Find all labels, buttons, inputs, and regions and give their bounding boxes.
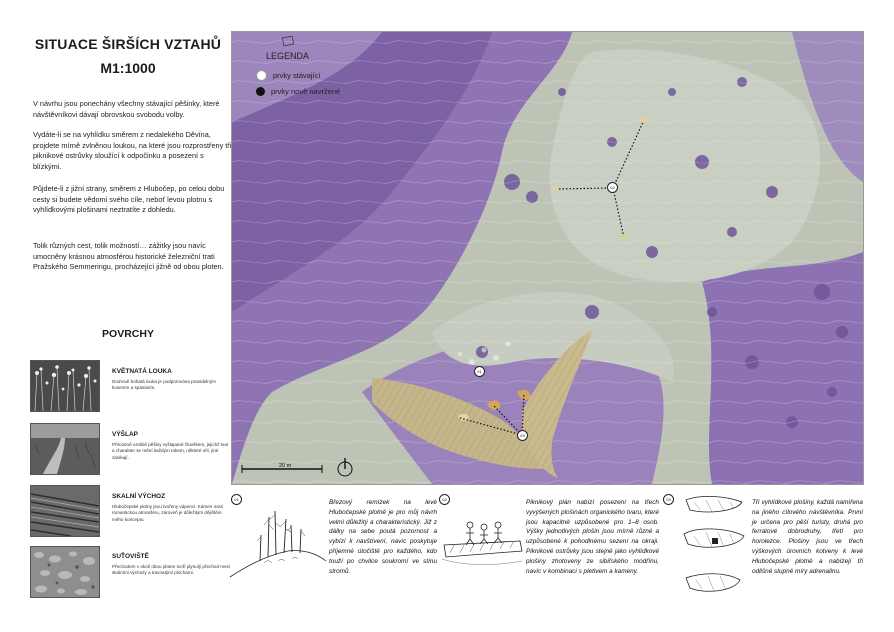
surface-title-path: VÝŠLAP	[112, 431, 139, 438]
caption-03: Tři vyhlídkové plošiny, každá namířena na jiného cílového návštěvníka. První je určena pro pěší turisty, druhá pro ferratové dobrodruhy, třetí pro horolezce. Plošiny jsou ve třech výškových úrovních kotveny k levé Hlubočepské plotně a nabízejí tři odlišné stupně míry adrenalinu.	[752, 499, 863, 575]
site-map	[231, 31, 864, 485]
birch-grove-sketch	[228, 505, 328, 590]
rock-thumbnail	[30, 485, 100, 537]
map-node-03: 03	[517, 430, 528, 441]
map-node-01: 01	[474, 366, 485, 377]
legend-existing-label: prvky stávající	[273, 71, 321, 80]
surface-title-scree: SUŤOVIŠTĚ	[112, 553, 149, 560]
caption-number-03: 03	[663, 494, 674, 505]
caption-number-02: 02	[439, 494, 450, 505]
surface-title-rock: SKALNÍ VÝCHOZ	[112, 493, 166, 500]
map-node-02: 02	[607, 182, 618, 193]
legend-proposed-label: prvky nově navržené	[271, 87, 341, 96]
intro-paragraph-1: V návrhu jsou ponechány všechny stávající pěšinky, které návštěvníkovi dávají obrovskou svobodu volby.	[33, 99, 220, 119]
surface-desc-scree: Přechodem v okolí obou ploten tvoří plynulý přechod mezi skalními výchozy a travnatými plochami.	[112, 564, 230, 576]
white-dot-icon	[256, 70, 267, 81]
black-dot-icon	[256, 87, 265, 96]
scale-bar-label: 20 m	[279, 463, 292, 469]
path-thumbnail	[30, 423, 100, 475]
page-scale: M1:1000	[100, 60, 156, 76]
page-title: SITUACE ŠIRŠÍCH VZTAHŮ	[34, 36, 222, 52]
meadow-thumbnail	[30, 360, 100, 412]
legend-proposed	[256, 87, 340, 96]
surface-title-meadow: KVĚTNATÁ LOUKA	[112, 368, 172, 375]
picnic-platform-sketch	[440, 505, 524, 580]
legend-existing	[256, 70, 321, 81]
caption-01: Březový remízek na levé Hlubočepské plotně je pro můj návrh velmi důležitý a charakteristický. Již z dálky na sebe poutá pozornost a vybízí k navštívení, navíc poskytuje příjemné útočiště pro každého, kdo touží po chvilce soukromí ve stínu stromů.	[329, 499, 437, 575]
surfaces-heading: POVRCHY	[102, 328, 154, 340]
intro-paragraph-3: Půjdete-li z jižní strany, směrem z Hlubočep, po celou dobu cesty si budete vědomi svého cíle, neboť levou plotnu s vyhlídkovými plošinami neztratíte z dohledu.	[33, 184, 225, 215]
legend-title: LEGENDA	[266, 51, 310, 61]
scree-thumbnail	[30, 546, 100, 598]
surface-desc-rock: Hlubočepské plotny jsou tvořeny vápenci. Kámen mezi romantickou atmosféru, zároveň je důležitým dějištěm mého konceptu.	[112, 504, 224, 522]
surface-desc-path: Přirozeně vzniklé pěšiny vyšlapané člověkem, jejichž tvar a charakter se mění každým rokem, některé sílí, jiné zanikají.	[112, 442, 229, 460]
surface-desc-meadow: Druhově bohatá louka je podporována pravidelným kosením a spásáním.	[112, 379, 216, 391]
intro-paragraph-4: Tolik různých cest, tolik možností… zážitky jsou navíc umocněny krásnou atmosférou historické železniční trati Pražského Semmeringu, procházející jižně od obou ploten.	[33, 241, 224, 272]
caption-number-01: 01	[231, 494, 242, 505]
intro-paragraph-2: Vydáte-li se na vyhlídku směrem z nedalekého Děvína, projdete mírně zvlněnou loukou, na které jsou rozprostřeny tři piknikové ostrůvky sloužící k odpočinku a posezení s blízkými.	[33, 130, 232, 171]
caption-02: Piknikový plán nabízí posezení na třech vyvýšených plošinách organického tvaru, které jsou kapacitně uzpůsobené pro 1–8 osob. Výšky jednotlivých plošin jsou mírně různé a uzpůsobené k pohodlnému sezení na okraji. Piknikové ostrůvky jsou stejně jako vyhlídkové plošiny zhotoveny ze sibiřského modřínu, navíc v kombinaci s pletivem a kameny.	[526, 499, 659, 575]
lookout-platforms-sketch	[676, 490, 750, 612]
